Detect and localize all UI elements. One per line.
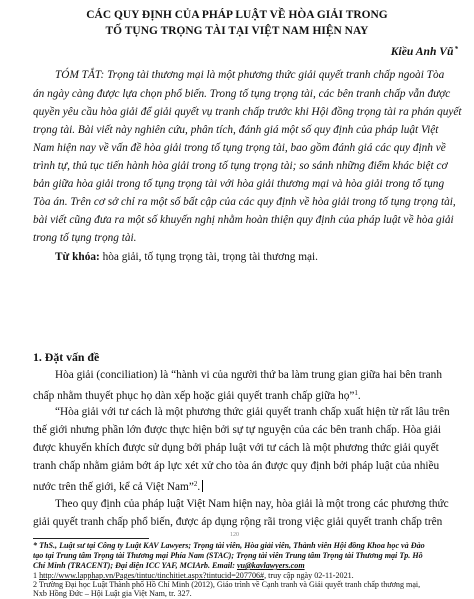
abstract-line: án ngày càng được lựa chọn phổ biến. Trong tố tụng trọng tài, các bên tranh chấp vẫn được xyxy=(33,88,451,100)
paper-title-line-1: CÁC QUY ĐỊNH CỦA PHÁP LUẬT VỀ HÒA GIẢI TRONG xyxy=(86,9,388,21)
abstract-line: bản giữa hòa giải trong tố tụng trọng tài với hòa giải thương mại và hòa giải trong tố tụng xyxy=(33,178,445,190)
abstract-line: TÓM TẮT: Trọng tài thương mại là một phương thức giải quyết tranh chấp ngoài Tòa xyxy=(55,69,445,81)
author-byline xyxy=(391,45,458,58)
keywords xyxy=(55,250,318,264)
footnote-ref: 2 xyxy=(193,480,198,488)
body-line: Theo quy định của pháp luật Việt Nam hiện nay, hòa giải là một trong các phương thức xyxy=(55,498,449,510)
footnote-star-line: * ThS., Luật sư tại Công ty Luật KAV Lawyers; Trọng tài viên, Hòa giải viên, Thành viên Hội đồng Khoa học và Đào xyxy=(33,541,425,550)
paper-title-line-2: TỐ TỤNG TRỌNG TÀI TẠI VIỆT NAM HIỆN NAY xyxy=(105,25,369,37)
footnote-star-line: tạo tại Trung tâm Trọng tài Thương mại Phía Nam (STAC); Trọng tài viên Trung tâm Trọng tài Thương mại Tp. Hồ xyxy=(33,551,423,560)
body-line: tranh chấp nhằm giảm bớt áp lực xét xử cho tòa án được quy định bởi pháp luật của nhiều xyxy=(33,460,440,472)
footnote-star-line xyxy=(33,561,305,571)
body-line xyxy=(33,386,361,403)
abstract-line: Nam hiện nay về vấn đề hòa giải trong tố tụng trọng tài, bao gồm đánh giá các quy định về xyxy=(33,142,446,154)
section-heading: 1. Đặt vấn đề xyxy=(33,350,100,364)
body-line xyxy=(33,477,203,494)
footnote-2: 2 Trường Đại học Luật Thành phố Hồ Chí Minh (2012), Giáo trình về Cạnh tranh và Giải quyết tranh chấp thương mại, xyxy=(33,580,421,589)
footnote-text: Chí Minh (TRACENT); Đại diện ICC YAF, MCIArb. Email: xyxy=(33,561,237,570)
body-line: thế giới nhưng phần lớn được thực hiện bởi sự tự nguyện của các bên tranh chấp. Hòa giải xyxy=(33,424,442,436)
text-cursor xyxy=(202,480,203,492)
page-number: 120 xyxy=(230,532,239,538)
author-name: Kiều Anh Vũ xyxy=(390,45,454,58)
footnote-url-link[interactable]: http://www.lapphap.vn/Pages/tintuc/tinchitiet.aspx?tintucid=207706# xyxy=(39,571,265,580)
body-line: giải quyết tranh chấp phổ biến, được áp dụng rộng rãi trong việc giải quyết tranh chấp trên xyxy=(33,516,443,528)
body-text: nước trên thế giới, kể cả Việt Nam” xyxy=(33,481,194,493)
footnote-ref: 1 xyxy=(354,389,358,397)
body-text: chấp nhằm thuyết phục họ dàn xếp hoặc giải quyết tranh chấp giữa họ” xyxy=(33,390,355,402)
body-text: . xyxy=(357,390,361,402)
body-line: Hòa giải (conciliation) là “hành vi của người thứ ba làm trung gian giữa hai bên tranh xyxy=(55,369,442,381)
abstract-line: Tòa án. Trên cơ sở chỉ ra một số bất cập của các quy định về hòa giải trong tố tụng trọng tài, xyxy=(33,196,456,208)
abstract-line: quyền yêu cầu hòa giải để giải quyết vụ tranh chấp trước khi Hội đồng trọng tài ra phán quyết xyxy=(33,106,462,118)
author-footnote-mark: * xyxy=(454,45,458,53)
keywords-text: hòa giải, tố tụng trọng tài, trọng tài thương mại. xyxy=(99,251,318,263)
body-line: “Hòa giải với tư cách là một phương thức giải quyết tranh chấp xuất hiện từ rất lâu trên xyxy=(55,406,450,418)
abstract-line: trình tự, thủ tục tiến hành hòa giải trong tố tụng trọng tài; so sánh những điểm khác biệt cơ xyxy=(33,160,448,172)
abstract-line: trong tố tụng trọng tài. xyxy=(33,232,137,244)
body-text: . xyxy=(197,481,201,493)
footnote-2-cont: Nxb Hồng Đức – Hội Luật gia Việt Nam, tr. 327. xyxy=(33,589,192,598)
body-line: được khuyến khích được sử dụng bởi pháp luật với tư cách là một phương thức giải quyết xyxy=(33,442,439,454)
author-email-link[interactable]: vu@kavlawyers.com xyxy=(236,561,305,570)
footnote-text: , truy cập ngày 02-11-2021. xyxy=(264,571,354,580)
footnote-divider xyxy=(33,538,149,539)
keywords-label: Từ khóa: xyxy=(55,251,100,263)
footnote-number: 1 xyxy=(33,571,40,580)
abstract-line: trọng tài. Bài viết này nghiên cứu, phân tích, đánh giá một số quy định của pháp luật Việt xyxy=(33,124,439,136)
abstract-line: bài viết cũng đưa ra một số khuyến nghị nhằm hoàn thiện quy định của pháp luật về hòa giải xyxy=(33,214,454,226)
